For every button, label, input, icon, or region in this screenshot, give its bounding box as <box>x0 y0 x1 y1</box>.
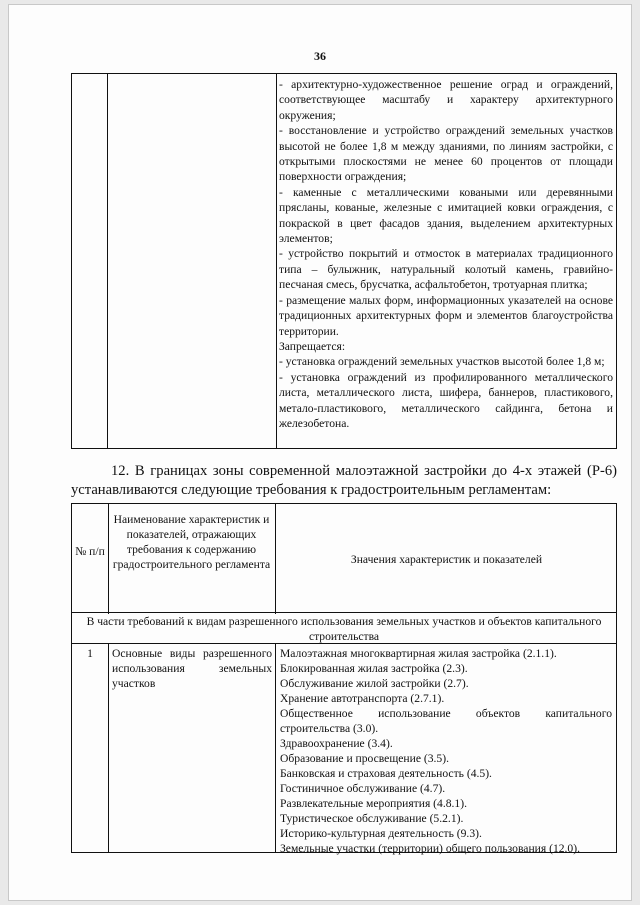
page-number: 36 <box>314 49 326 63</box>
list-item: Туристическое обслуживание (5.2.1). <box>280 812 464 825</box>
requirements-table <box>71 503 617 853</box>
list-item: Развлекательные мероприятия (4.8.1). <box>280 797 467 810</box>
list-item: Здравоохранение (3.4). <box>280 737 393 750</box>
header-name: Наименование характеристик и показателей, отражающих требования к содержанию градостроительного регламента <box>112 513 271 571</box>
header-number: № п/п <box>75 545 105 558</box>
list-item: Образование и просвещение (3.5). <box>280 752 449 765</box>
row-number: 1 <box>87 647 93 660</box>
list-item: Общественное использование объектов капитального строительства (3.0). <box>280 707 612 735</box>
table-divider <box>275 643 276 852</box>
continuation-table <box>71 73 617 449</box>
list-item: Историко-культурная деятельность (9.3). <box>280 827 482 840</box>
table-divider <box>107 74 108 448</box>
list-item: Обслуживание жилой застройки (2.7). <box>280 677 469 690</box>
list-item: - восстановление и устройство ограждений земельных участков высотой не более 1,8 м между зданиями, по линиям застройки, с открытыми плоскостями не менее 60 процентов от площади поверхности ограждения; <box>279 124 613 184</box>
row-values <box>280 646 612 856</box>
list-item: Хранение автотранспорта (2.7.1). <box>280 692 445 705</box>
table-divider <box>108 643 109 852</box>
table-divider <box>276 74 277 448</box>
table-section-row: В части требований к видам разрешенного использования земельных участков и объектов капитального строительства <box>86 615 602 643</box>
list-item: Земельные участки (территории) общего пользования (12.0). <box>280 842 580 855</box>
header-values: Значения характеристик и показателей <box>350 553 543 566</box>
list-item: - архитектурно-художественное решение оград и ограждений, соответствующее масштабу и характеру архитектурного окружения; <box>279 78 613 122</box>
row-name: Основные виды разрешенного использования земельных участков <box>112 647 272 690</box>
section-heading: 12. В границах зоны современной малоэтажной застройки до 4-х этажей (Р-6) устанавливаются следующие требования к градостроительным регламентам: <box>71 463 617 498</box>
list-item: - установка ограждений земельных участков высотой более 1,8 м; <box>279 355 605 369</box>
document-page <box>8 4 632 901</box>
list-item: Гостиничное обслуживание (4.7). <box>280 782 446 795</box>
list-item: - размещение малых форм, информационных указателей на основе традиционных архитектурных форм и элементов благоустройства территории. <box>279 293 613 338</box>
list-item: Банковская и страховая деятельность (4.5). <box>280 767 492 780</box>
list-item: - установка ограждений из профилированного металлического листа, металлического листа, шифера, баннеров, пластикового, метало-пластикового, металлического сайдинга, бетона и железобетона. <box>279 370 613 430</box>
list-item: Малоэтажная многоквартирная жилая застройка (2.1.1). <box>280 647 557 660</box>
list-item: - устройство покрытий и отмосток в материалах традиционного типа – булыжник, натуральный колотый камень, гравийно-песчаная смесь, брусчатка, асфальтобетон, тротуарная плитка; <box>279 247 613 292</box>
table-divider <box>275 504 276 614</box>
list-item: - каменные с металлическими коваными или деревянными прясланы, кованые, железные с имитацией ковки ограждения, с покраской в цвет фасадов здания, выделением архитектурных элементов; <box>279 185 613 246</box>
table-divider <box>72 612 616 613</box>
list-item: Запрещается: <box>279 339 346 353</box>
continuation-cell <box>279 77 613 431</box>
list-item: Блокированная жилая застройка (2.3). <box>280 662 468 675</box>
